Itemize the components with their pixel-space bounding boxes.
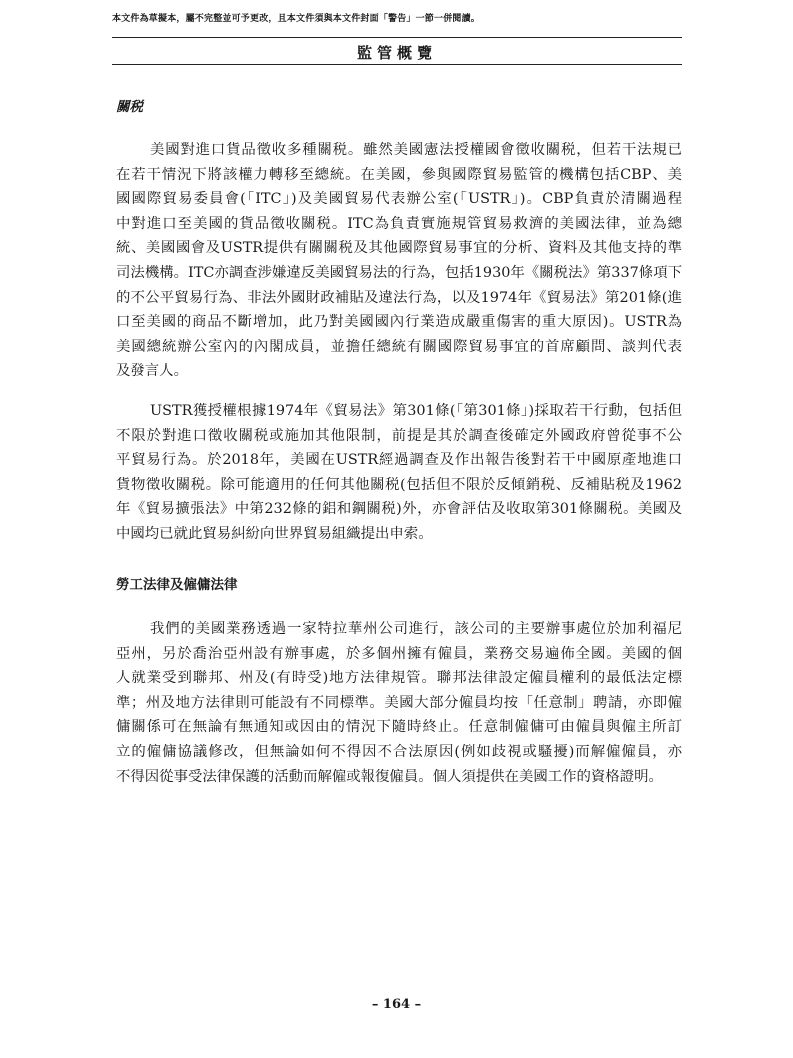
text-line: 美國總統辦公室內的內閣成員，並擔任總統有關國際貿易事宜的首席顧問、談判代表 [116,338,682,355]
header-rule-bottom [112,64,682,65]
text-line: 的不公平貿易行為、非法外國財政補貼及違法行為，以及1974年《貿易法》第201條(進 [116,289,682,306]
text-line: 傭關係可在無論有無通知或因由的情況下隨時終止。任意制僱傭可由僱員與僱主所訂 [116,719,682,736]
text-line: 年《貿易擴張法》中第232條的鋁和鋼關税)外，亦會評估及收取第301條關税。美國及 [116,501,682,518]
text-line: 統、美國國會及USTR提供有關關税及其他國際貿易事宜的分析、資料及其他支持的準 [116,240,682,257]
text-line: 亞州，另於喬治亞州設有辦事處，於多個州擁有僱員，業務交易遍佈全國。美國的個 [116,645,682,662]
tariffs-heading: 關税 [116,99,143,115]
page-number: – 164 – [371,997,422,1012]
text-line: 平貿易行為。於2018年，美國在USTR經過調查及作出報告後對若干中國原產地進口 [116,452,682,469]
text-line: 立的僱傭協議修改，但無論如何不得因不合法原因(例如歧視或騷擾)而解僱僱員，亦 [116,743,682,760]
text-line: 中對進口至美國的貨品徵收關税。ITC為負責實施規管貿易救濟的美國法律，並為總 [116,215,682,232]
tariffs-paragraph-2 [116,399,682,547]
labor-heading: 勞工法律及僱傭法律 [116,577,238,593]
text-line: 司法機構。ITC亦調查涉嫌違反美國貿易法的行為，包括1930年《關税法》第337條項下 [116,264,682,281]
labor-paragraph-1 [116,617,682,789]
text-line: 在若干情況下將該權力轉移至總統。在美國，參與國際貿易監管的機構包括CBP、美 [116,166,682,183]
tariffs-paragraph-1 [116,138,682,384]
text-line: 美國對進口貨品徵收多種關税。雖然美國憲法授權國會徵收關税，但若干法規已 [150,142,682,158]
text-line: 貨物徵收關税。除可能適用的任何其他關税(包括但不限於反傾銷税、反補貼税及1962 [116,476,682,493]
text-line: 國國際貿易委員會(「ITC」)及美國貿易代表辦公室(「USTR」)。CBP負責於清關過程 [116,191,682,208]
draft-disclaimer: 本文件為草擬本，屬不完整並可予更改，且本文件須與本文件封面「警告」一節一併閱讀。 [112,14,481,24]
text-line: 中國均已就此貿易糾紛向世界貿易組織提出申索。 [116,525,433,542]
text-line: 人就業受到聯邦、州及(有時受)地方法律規管。聯邦法律設定僱員權利的最低法定標 [116,670,682,687]
header-rule-top [112,37,682,38]
text-line: 不得因從事受法律保護的活動而解僱或報復僱員。個人須提供在美國工作的資格證明。 [116,768,663,785]
text-line: 我們的美國業務透過一家特拉華州公司進行，該公司的主要辦事處位於加利福尼 [150,621,682,637]
text-line: 準；州及地方法律則可能設有不同標準。美國大部分僱員均按「任意制」聘請，亦即僱 [116,694,682,711]
text-line: USTR獲授權根據1974年《貿易法》第301條(「第301條」)採取若干行動，包括但 [150,403,682,419]
text-line: 及發言人。 [116,363,188,380]
section-header: 監管概覽 [356,44,437,62]
text-line: 不限於對進口徵收關税或施加其他限制，前提是其於調查後確定外國政府曾從事不公 [116,427,682,444]
text-line: 口至美國的商品不斷增加，此乃對美國國內行業造成嚴重傷害的重大原因)。USTR為 [116,314,682,331]
